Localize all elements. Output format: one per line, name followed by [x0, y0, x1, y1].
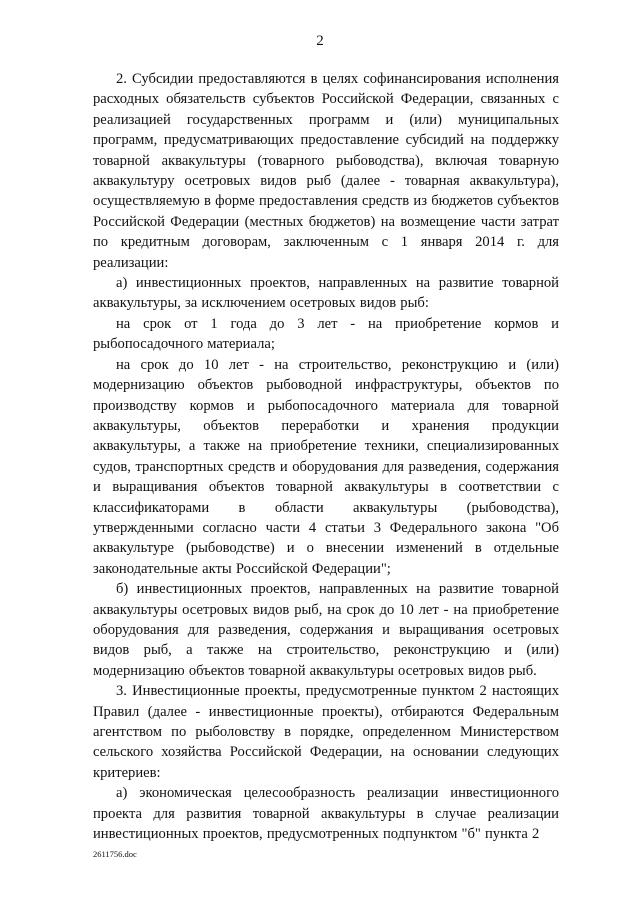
paragraph-3a: а) экономическая целесообразность реализации инвестиционного проекта для развития товарной аквакультуры в случае реализации инвестиционных проектов, предусмотренных подпунктом "б" пункта 2 [93, 785, 559, 843]
footer-filename: 2611756.doc [93, 849, 137, 859]
page-number: 2 [316, 33, 324, 49]
document-body [93, 69, 559, 844]
paragraph-2a: а) инвестиционных проектов, направленных на развитие товарной аквакультуры, за исключением осетровых видов рыб: [93, 275, 559, 312]
paragraph-2a-term-long: на срок до 10 лет - на строительство, реконструкцию и (или) модернизацию объектов рыбоводной инфраструктуры, объектов по производству кормов и рыбопосадочного материала для товарной аквакультуры, объектов переработки и хранения продукции аквакультуры, а также на приобретение техники, специализированных судов, транспортных средств и оборудования для разведения, содержания и выращивания объектов товарной аквакультуры в соответствии с классификаторами в области аквакультуры (рыбоводства), утвержденными согласно части 4 статьи 3 Федерального закона "Об аквакультуре (рыбоводстве) и о внесении изменений в отдельные законодательные акты Российской Федерации"; [93, 356, 559, 577]
paragraph-2b: б) инвестиционных проектов, направленных на развитие товарной аквакультуры осетровых видов рыб, на срок до 10 лет - на приобретение оборудования для разведения, содержания и выращивания осетровых видов рыб, а также на строительство, реконструкцию и (или) модернизацию объектов товарной аквакультуры осетровых видов рыб. [93, 581, 559, 679]
paragraph-3: 3. Инвестиционные проекты, предусмотренные пунктом 2 настоящих Правил (далее - инвестиционные проекты), отбираются Федеральным агентством по рыболовству в порядке, определенном Министерством сельского хозяйства Российской Федерации, на основании следующих критериев: [93, 683, 559, 781]
paragraph-2: 2. Субсидии предоставляются в целях софинансирования исполнения расходных обязательств субъектов Российской Федерации, связанных с реализацией государственных программ и (или) муниципальных программ, предусматривающих предоставление субсидий на поддержку товарной аквакультуры (товарного рыбоводства), включая товарную аквакультуру осетровых видов рыб (далее - товарная аквакультура), осуществляемую в форме предоставления средств из бюджетов субъектов Российской Федерации (местных бюджетов) на возмещение части затрат по кредитным договорам, заключенным с 1 января 2014 г. для реализации: [93, 71, 559, 271]
paragraph-2a-term-short: на срок от 1 года до 3 лет - на приобретение кормов и рыбопосадочного материала; [93, 315, 559, 353]
